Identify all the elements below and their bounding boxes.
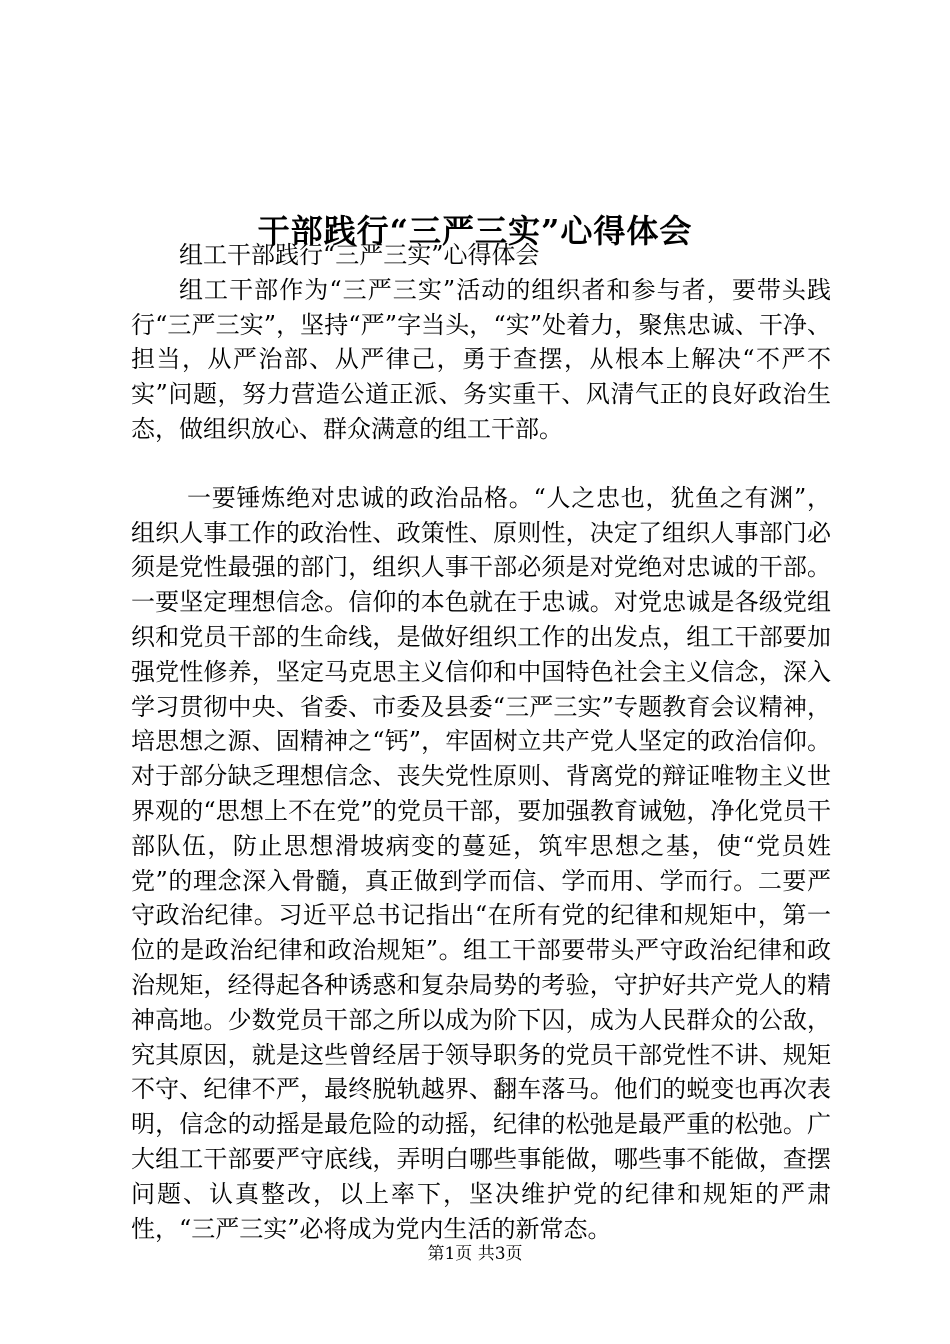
paragraph-intro: 组工干部作为“三严三实”活动的组织者和参与者，要带头践行“三严三实”，坚持“严”字当头，“实”处着力，聚焦忠诚、干净、担当，从严治部、从严律己，勇于查摆，从根本上解决“不严不实”问题，努力营造公道正派、务实重干、风清气正的良好政治生态，做组织放心、群众满意的组工干部。 <box>131 275 831 443</box>
document-body <box>131 238 831 1246</box>
document-title: 干部践行“三严三实”心得体会 <box>257 212 693 251</box>
document-subtitle: 组工干部践行“三严三实”心得体会 <box>179 241 540 269</box>
page-number-footer: 第1页 共3页 <box>427 1244 523 1264</box>
paragraph-loyalty: 一要锤炼绝对忠诚的政治品格。“人之忠也，犹鱼之有渊”，组织人事工作的政治性、政策性、原则性，决定了组织人事部门必须是党性最强的部门，组织人事干部必须是对党绝对忠诚的干部。一要坚定理想信念。信仰的本色就在于忠诚。对党忠诚是各级党组织和党员干部的生命线，是做好组织工作的出发点，组工干部要加强党性修养，坚定马克思主义信仰和中国特色社会主义信念，深入学习贯彻中央、省委、市委及县委“三严三实”专题教育会议精神，培思想之源、固精神之“钙”，牢固树立共产党人坚定的政治信仰。对于部分缺乏理想信念、丧失党性原则、背离党的辩证唯物主义世界观的“思想上不在党”的党员干部，要加强教育诫勉，净化党员干部队伍，防止思想滑坡病变的蔓延，筑牢思想之基，使“党员姓党”的理念深入骨髓，真正做到学而信、学而用、学而行。二要严守政治纪律。习近平总书记指出“在所有党的纪律和规矩中，第一位的是政治纪律和政治规矩”。组工干部要带头严守政治纪律和政治规矩，经得起各种诱惑和复杂局势的考验，守护好共产党人的精神高地。少数党员干部之所以成为阶下囚，成为人民群众的公敌，究其原因，就是这些曾经居于领导职务的党员干部党性不讲、规矩不守、纪律不严，最终脱轨越界、翻车落马。他们的蜕变也再次表明，信念的动摇是最危险的动摇，纪律的松弛是最严重的松弛。广大组工干部要严守底线，弄明白哪些事能做，哪些事不能做，查摆问题、认真整改，以上率下，坚决维护党的纪律和规矩的严肃性，“三严三实”必将成为党内生活的新常态。 <box>131 483 831 1243</box>
